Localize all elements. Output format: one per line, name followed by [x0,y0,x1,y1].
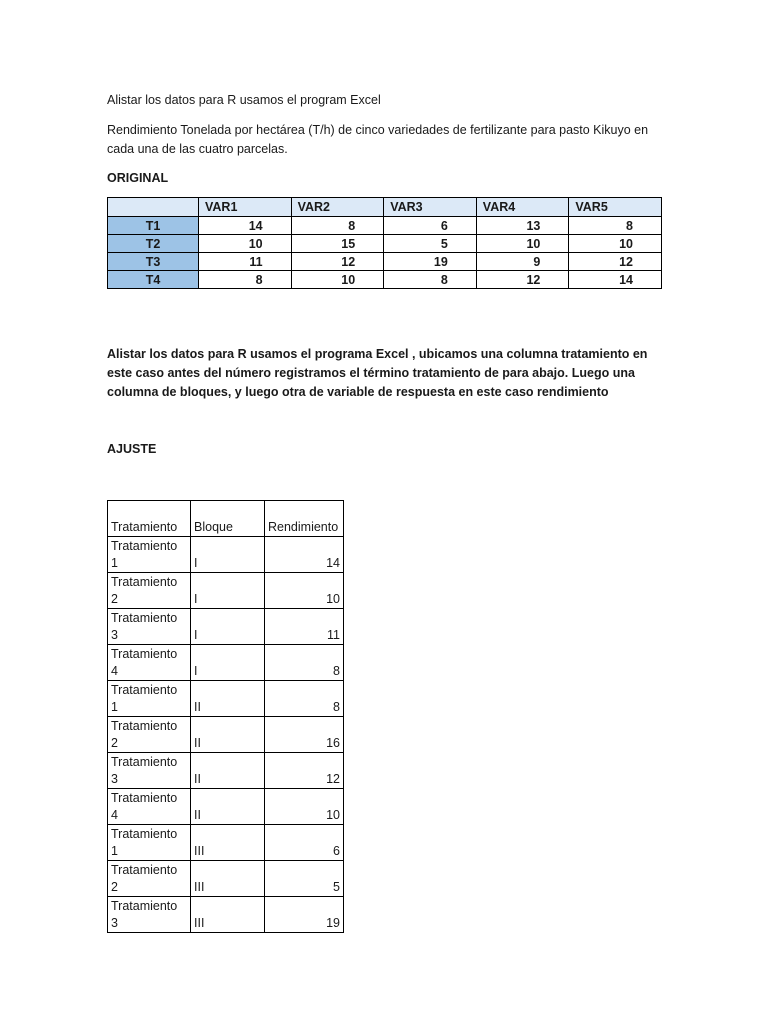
original-header-var4: VAR4 [476,198,569,217]
value-cell: 12 [569,253,662,271]
value-cell: 5 [384,235,477,253]
original-header-var5: VAR5 [569,198,662,217]
table-row [108,897,344,933]
row-label-cell: T2 [108,235,199,253]
value-cell: 9 [476,253,569,271]
bloque-cell: I [191,645,265,681]
original-header-row [108,198,662,217]
value-cell: 12 [476,271,569,289]
rendimiento-cell: 14 [265,537,344,573]
value-cell: 8 [384,271,477,289]
tratamiento-cell: Tratamiento 3 [108,897,191,933]
original-table [107,197,662,289]
ajuste-table [107,500,344,933]
table-row [108,609,344,645]
tratamiento-cell: Tratamiento 2 [108,717,191,753]
original-header-var3: VAR3 [384,198,477,217]
rendimiento-cell: 5 [265,861,344,897]
bloque-cell: II [191,789,265,825]
value-cell: 11 [199,253,292,271]
bloque-cell: I [191,573,265,609]
value-cell: 10 [291,271,384,289]
rendimiento-cell: 11 [265,609,344,645]
bloque-cell: I [191,609,265,645]
table-row [108,271,662,289]
value-cell: 13 [476,217,569,235]
ajuste-header-rendimiento: Rendimiento [265,501,344,537]
rendimiento-cell: 8 [265,681,344,717]
original-header-var1: VAR1 [199,198,292,217]
tratamiento-cell: Tratamiento 2 [108,573,191,609]
table-row [108,537,344,573]
row-label-cell: T1 [108,217,199,235]
value-cell: 10 [476,235,569,253]
value-cell: 8 [291,217,384,235]
table-row [108,217,662,235]
row-label-cell: T3 [108,253,199,271]
rendimiento-cell: 10 [265,573,344,609]
value-cell: 12 [291,253,384,271]
rendimiento-cell: 10 [265,789,344,825]
intro-text: Alistar los datos para R usamos el program Excel [107,93,381,107]
table-row [108,235,662,253]
tratamiento-cell: Tratamiento 1 [108,681,191,717]
bloque-cell: III [191,897,265,933]
tratamiento-cell: Tratamiento 3 [108,753,191,789]
tratamiento-cell: Tratamiento 1 [108,537,191,573]
rendimiento-cell: 8 [265,645,344,681]
value-cell: 19 [384,253,477,271]
table-row [108,681,344,717]
original-corner-cell [108,198,199,217]
rendimiento-cell: 12 [265,753,344,789]
bloque-cell: III [191,861,265,897]
bloque-cell: III [191,825,265,861]
bloque-cell: II [191,753,265,789]
table-row [108,573,344,609]
value-cell: 10 [199,235,292,253]
value-cell: 8 [199,271,292,289]
ajuste-header-row [108,501,344,537]
tratamiento-cell: Tratamiento 4 [108,789,191,825]
rendimiento-cell: 19 [265,897,344,933]
value-cell: 14 [199,217,292,235]
original-heading: ORIGINAL [107,171,169,185]
bloque-cell: II [191,717,265,753]
tratamiento-cell: Tratamiento 1 [108,825,191,861]
value-cell: 14 [569,271,662,289]
table-row [108,253,662,271]
value-cell: 8 [569,217,662,235]
rendimiento-cell: 16 [265,717,344,753]
row-label-cell: T4 [108,271,199,289]
ajuste-header-tratamiento: Tratamiento [108,501,191,537]
table-row [108,825,344,861]
table-row [108,717,344,753]
ajuste-heading: AJUSTE [107,442,157,456]
description-text: Rendimiento Tonelada por hectárea (T/h) de cinco variedades de fertilizante para pasto Kikuyo en cada una de las cuatro parcelas. [107,123,649,156]
table-row [108,645,344,681]
value-cell: 6 [384,217,477,235]
table-row [108,789,344,825]
instructions-text: Alistar los datos para R usamos el programa Excel , ubicamos una columna tratamiento en este caso antes del número registramos el término tratamiento de para abajo. Luego una columna de bloques, y luego otra de variable de respuesta en este caso rendimiento [107,347,648,399]
rendimiento-cell: 6 [265,825,344,861]
value-cell: 15 [291,235,384,253]
bloque-cell: II [191,681,265,717]
original-header-var2: VAR2 [291,198,384,217]
tratamiento-cell: Tratamiento 3 [108,609,191,645]
ajuste-header-bloque: Bloque [191,501,265,537]
table-row [108,753,344,789]
tratamiento-cell: Tratamiento 4 [108,645,191,681]
bloque-cell: I [191,537,265,573]
value-cell: 10 [569,235,662,253]
tratamiento-cell: Tratamiento 2 [108,861,191,897]
table-row [108,861,344,897]
